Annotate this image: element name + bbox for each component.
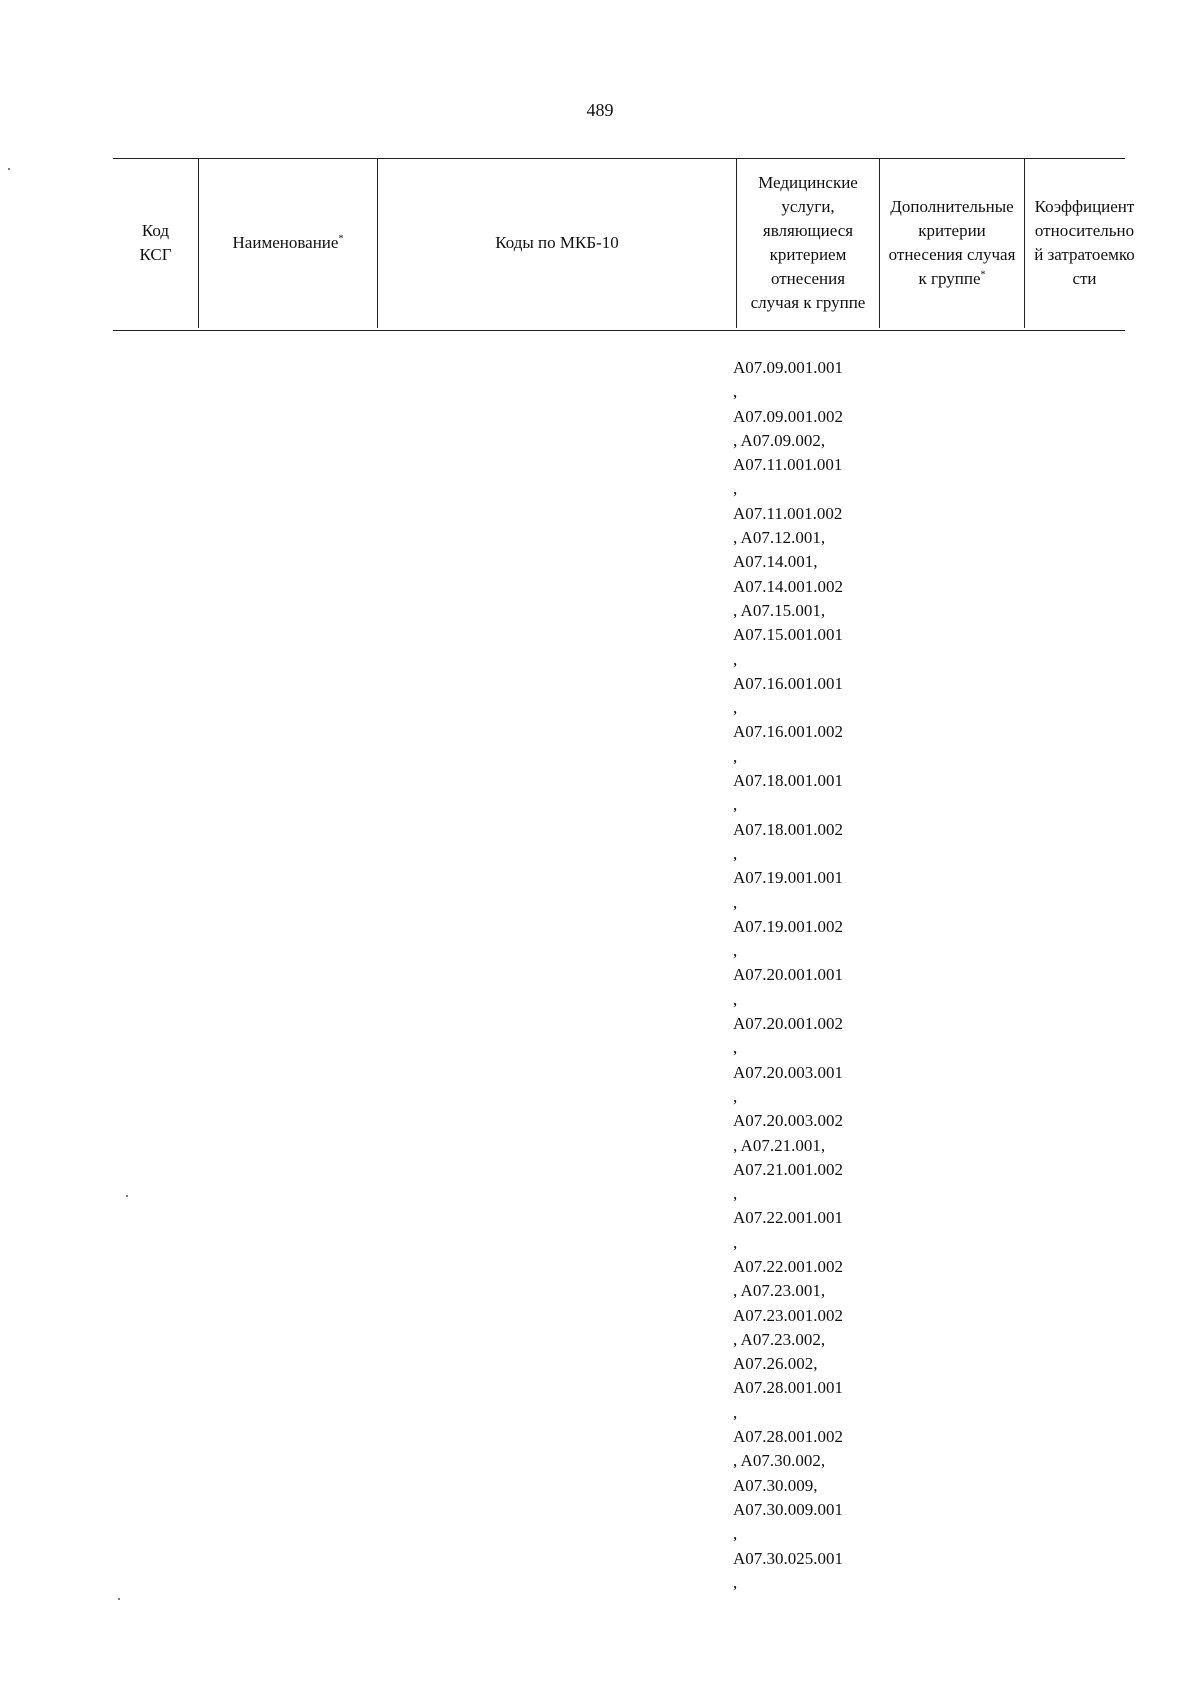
code-line: , bbox=[733, 1184, 738, 1204]
code-line: A07.15.001.001 bbox=[733, 625, 844, 645]
code-line: , bbox=[733, 795, 738, 815]
code-line: , bbox=[733, 746, 738, 766]
code-line: , bbox=[733, 649, 738, 669]
header-coefficient: Коэффициент относительной затратоемкости bbox=[1025, 158, 1145, 328]
code-line: , A07.09.002, bbox=[733, 430, 826, 450]
code-line: , bbox=[733, 479, 738, 499]
code-line: A07.19.001.001 bbox=[733, 868, 844, 888]
header-kod-ksg: Код КСГ bbox=[139, 221, 172, 264]
code-line: , bbox=[733, 1086, 738, 1106]
code-line: A07.28.001.001 bbox=[733, 1378, 844, 1398]
page-number: 489 bbox=[586, 100, 614, 120]
scan-speck bbox=[118, 1598, 120, 1600]
table-header bbox=[113, 158, 1144, 328]
code-line: A07.20.001.001 bbox=[733, 965, 844, 985]
code-line: A07.11.001.001 bbox=[733, 455, 843, 475]
code-line: A07.16.001.002 bbox=[733, 722, 844, 742]
header-name: Наименование* bbox=[199, 158, 378, 328]
code-line: , bbox=[733, 1232, 738, 1252]
code-line: A07.22.001.002 bbox=[733, 1256, 844, 1276]
code-line: A07.30.009.001 bbox=[733, 1499, 844, 1519]
code-line: , bbox=[733, 1038, 738, 1058]
header-additional-criteria: Дополнительные критерии отнесения случая к группе* bbox=[880, 158, 1025, 328]
code-line: A07.09.001.001 bbox=[733, 358, 844, 377]
header-medical-services: Медицинские услуги, являющиеся критерием отнесения случая к группе bbox=[737, 158, 880, 328]
code-line: A07.30.025.001 bbox=[733, 1548, 844, 1568]
code-line: A07.09.001.002 bbox=[733, 406, 844, 426]
code-line: A07.23.001.002 bbox=[733, 1305, 844, 1325]
header-mkb-codes: Коды по МКБ-10 bbox=[378, 158, 737, 328]
code-line: , bbox=[733, 698, 738, 718]
code-line: A07.18.001.001 bbox=[733, 771, 844, 791]
code-line: A07.14.001, bbox=[733, 552, 818, 572]
code-line: , bbox=[733, 1524, 738, 1544]
code-line: , bbox=[733, 892, 738, 912]
scan-speck bbox=[126, 1195, 128, 1197]
code-line: A07.20.003.002 bbox=[733, 1111, 844, 1131]
code-line: A07.26.002, bbox=[733, 1354, 818, 1374]
code-line: , bbox=[733, 941, 738, 961]
code-line: , A07.21.001, bbox=[733, 1135, 826, 1155]
code-line: A07.30.009, bbox=[733, 1475, 818, 1495]
table-header-bottom-rule bbox=[113, 330, 1125, 331]
code-line: , A07.30.002, bbox=[733, 1451, 826, 1471]
code-line: A07.28.001.002 bbox=[733, 1427, 844, 1447]
code-line: , A07.15.001, bbox=[733, 600, 826, 620]
code-line: , A07.23.001, bbox=[733, 1281, 826, 1301]
code-line: , bbox=[733, 1402, 738, 1422]
code-line: A07.20.003.001 bbox=[733, 1062, 844, 1082]
code-line: A07.14.001.002 bbox=[733, 576, 844, 596]
code-line: A07.22.001.001 bbox=[733, 1208, 844, 1228]
code-line: , bbox=[733, 989, 738, 1009]
code-line: A07.21.001.002 bbox=[733, 1159, 844, 1179]
code-line: , bbox=[733, 382, 738, 402]
code-line: A07.20.001.002 bbox=[733, 1014, 844, 1034]
code-line: A07.11.001.002 bbox=[733, 503, 843, 523]
code-line: , A07.12.001, bbox=[733, 528, 826, 548]
code-line: , bbox=[733, 843, 738, 863]
code-line: A07.16.001.001 bbox=[733, 673, 844, 693]
code-line: A07.19.001.002 bbox=[733, 916, 844, 936]
code-line: , A07.23.002, bbox=[733, 1329, 826, 1349]
scan-speck bbox=[8, 168, 10, 170]
code-line: , bbox=[733, 1572, 738, 1592]
medical-service-codes bbox=[733, 356, 843, 1595]
code-line: A07.18.001.002 bbox=[733, 819, 844, 839]
